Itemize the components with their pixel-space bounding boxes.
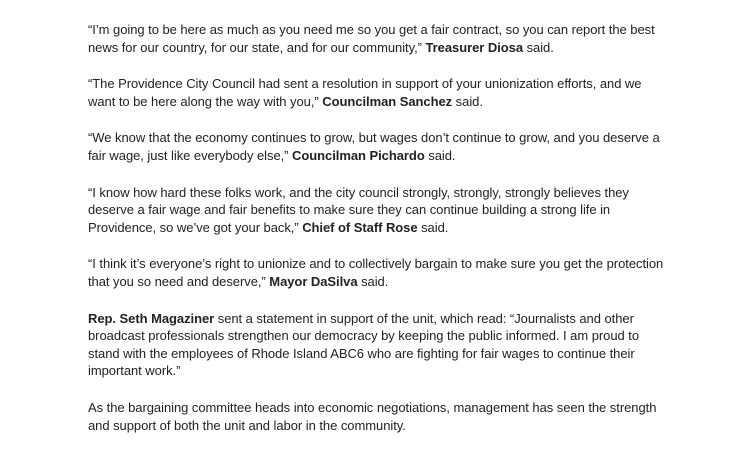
attribution-tail: said. [452,93,483,109]
quote-paragraph [88,21,668,56]
quote-text: “I think it’s everyone’s right to unionize and to collectively bargain to make sure you get the protection that you so need and deserve,” [88,256,664,289]
article-body [88,21,668,453]
statement-text: sent a statement in support of the unit, which read: “Journalists and other broadcast professionals strengthen our democracy by keeping the public informed. I am proud to stand with the employees of Rhode Island ABC6 who are fighting for fair wages to continue their important work.” [88,310,640,379]
quote-text: “I know how hard these folks work, and the city council strongly, strongly, strongly believes they deserve a fair wage and fair benefits to make sure they can continue building a strong life in Providence, so we’ve got your back,” [88,184,629,235]
attribution-tail: said. [357,273,389,289]
attribution-tail: said. [424,147,456,163]
attribution-tail: said. [523,39,554,55]
statement-speaker: Rep. Seth Magaziner [88,310,215,326]
quote-paragraph [88,184,668,237]
speaker-name: Treasurer Diosa [425,39,524,55]
quote-text: “We know that the economy continues to grow, but wages don’t continue to grow, and you deserve a fair wage, just like everybody else,” [88,130,660,163]
closing-paragraph: As the bargaining committee heads into economic negotiations, management has seen the strength and support of both the unit and labor in the community. [88,399,657,433]
speaker-name: Mayor DaSilva [269,273,358,289]
statement-paragraph [88,310,668,380]
quote-paragraph [88,75,668,110]
quote-text: “I’m going to be here as much as you need me so you get a fair contract, so you can report the best news for our country, for our state, and for our community,” [88,22,655,55]
quote-text: “The Providence City Council had sent a resolution in support of your unionization efforts, and we want to be here along the way with you,” [88,76,642,109]
attribution-tail: said. [417,219,449,235]
speaker-name: Councilman Sanchez [322,93,453,109]
speaker-name: Chief of Staff Rose [302,219,418,235]
quote-paragraph [88,129,668,164]
quote-paragraph [88,255,668,290]
speaker-name: Councilman Pichardo [292,147,425,163]
